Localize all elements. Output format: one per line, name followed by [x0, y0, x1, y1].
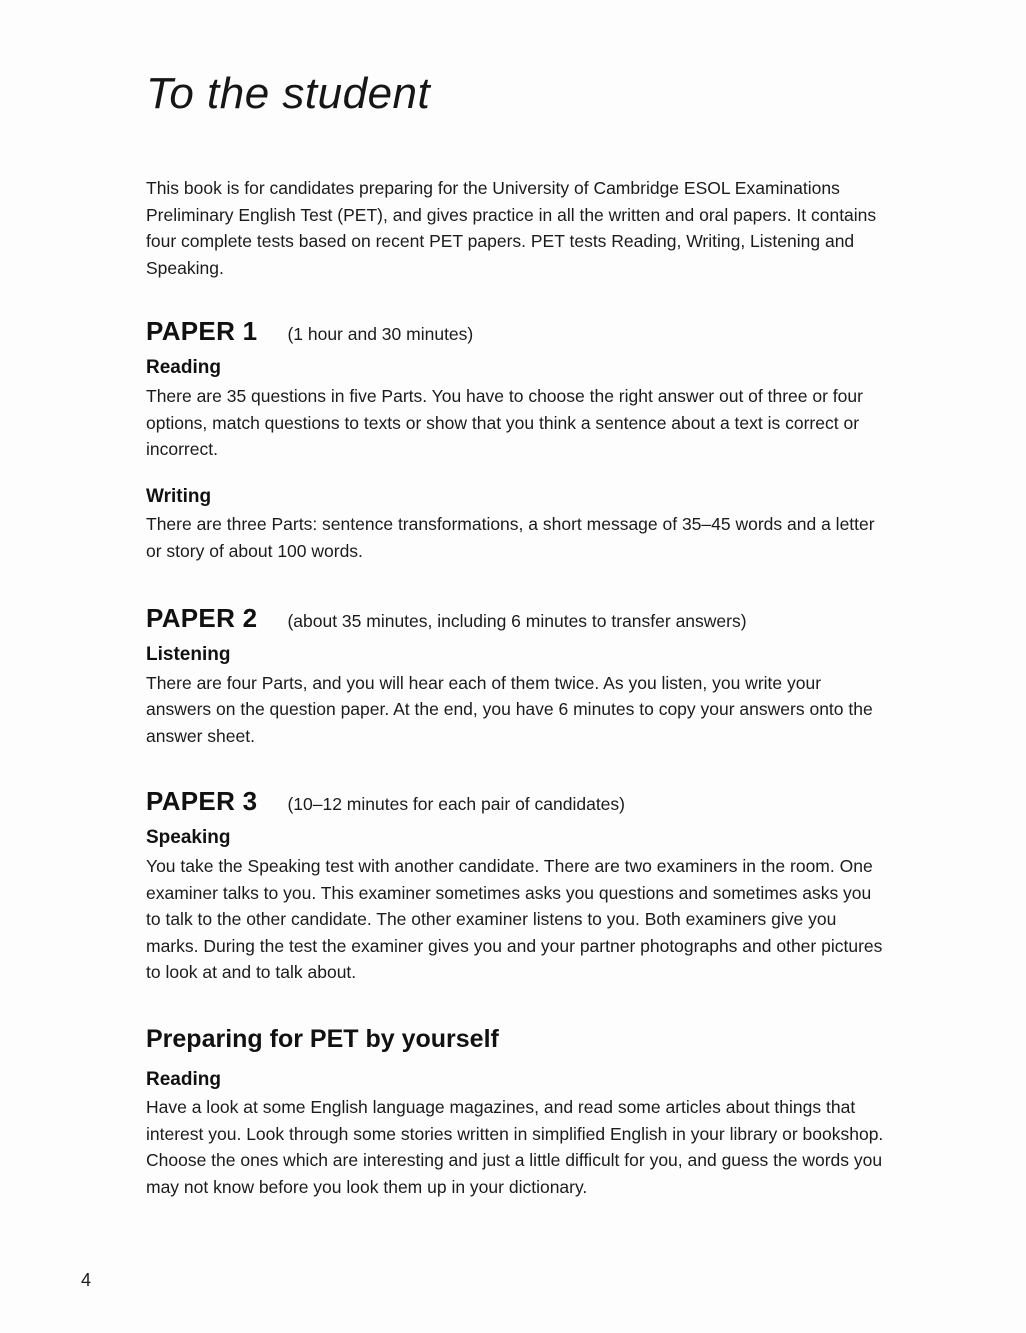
prep-reading-body: Have a look at some English language magazines, and read some articles about things that interest you. Look through some stories written in simplified English in your library or bookshop. Choose the ones which are interesting and just a little difficult for you, and guess the words you may not know before you look them up in your dictionary. — [146, 1097, 884, 1197]
prep-reading-label: Reading — [146, 1068, 221, 1090]
paper2-name: PAPER 2 — [146, 603, 258, 634]
paper1-timing: (1 hour and 30 minutes) — [287, 324, 474, 345]
paper1-name: PAPER 1 — [146, 316, 258, 347]
paper1-heading — [146, 317, 888, 347]
page-content — [146, 70, 888, 1200]
paper1-reading-label: Reading — [146, 357, 221, 379]
page-title: To the student — [146, 69, 431, 118]
paper1-writing-label: Writing — [146, 485, 212, 507]
prep-section-heading: Preparing for PET by yourself — [146, 1024, 499, 1053]
paper1-writing-body: There are three Parts: sentence transformations, a short message of 35–45 words and a letter or story of about 100 words. — [146, 514, 875, 561]
intro-paragraph: This book is for candidates preparing for the University of Cambridge ESOL Examinations Preliminary English Test (PET), and gives practice in all the written and oral papers. It contains four complete tests based on recent PET papers. PET tests Reading, Writing, Listening and Speaking. — [146, 178, 877, 278]
page-number: 4 — [81, 1270, 92, 1290]
paper3-speaking-label: Speaking — [146, 827, 231, 849]
paper3-speaking-body: You take the Speaking test with another candidate. There are two examiners in the room. One examiner talks to you. This examiner sometimes asks you questions and sometimes asks you to talk to the other candidate. The other examiner listens to you. Both examiners give you marks. During the test the examiner gives you and your partner photographs and other pictures to look at and to talk about. — [146, 856, 883, 983]
paper3-timing: (10–12 minutes for each pair of candidates) — [287, 794, 625, 815]
paper2-timing: (about 35 minutes, including 6 minutes to transfer answers) — [287, 611, 747, 632]
paper2-listening-body: There are four Parts, and you will hear each of them twice. As you listen, you write your answers on the question paper. At the end, you have 6 minutes to copy your answers onto the answer sheet. — [146, 672, 873, 746]
paper3-heading — [146, 787, 888, 817]
paper3-name: PAPER 3 — [146, 786, 258, 817]
paper2-heading — [146, 604, 888, 634]
paper1-reading-body: There are 35 questions in five Parts. You have to choose the right answer out of three or four options, match questions to texts or show that you think a sentence about a text is correct or incorrect. — [146, 386, 863, 460]
paper2-listening-label: Listening — [146, 644, 231, 666]
